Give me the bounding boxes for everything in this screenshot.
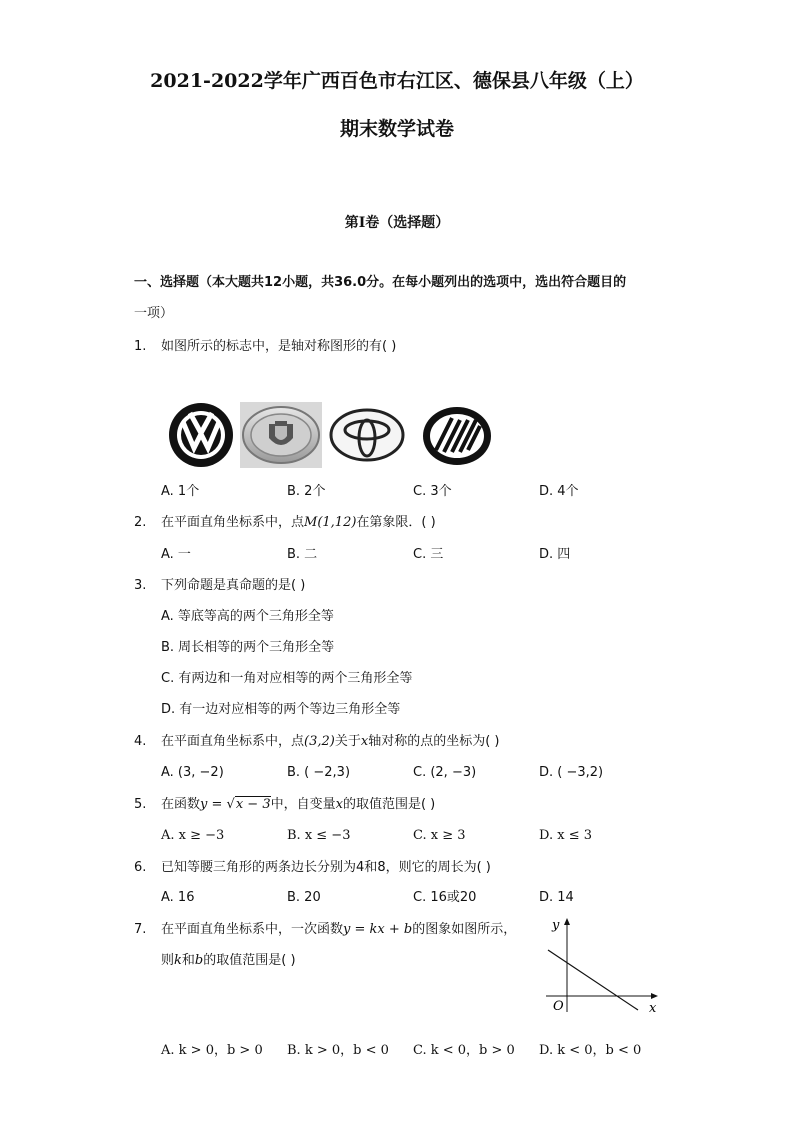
question-3-option-d[interactable]: D. 有一边对应相等的两个等边三角形全等 <box>161 702 401 717</box>
question-2-option-d[interactable]: D. 四 <box>539 547 571 562</box>
y-axis-label: y <box>552 918 560 933</box>
question-number: 2. <box>134 515 147 530</box>
question-7-option-a[interactable]: A. k > 0，b > 0 <box>161 1043 263 1058</box>
question-3-option-c[interactable]: C. 有两边和一角对应相等的两个三角形全等 <box>161 671 413 686</box>
question-1-option-d[interactable]: D. 4个 <box>539 484 579 499</box>
question-3-option-b[interactable]: B. 周长相等的两个三角形全等 <box>161 640 335 655</box>
y-axis-arrow <box>564 918 570 925</box>
question-6-option-d[interactable]: D. 14 <box>539 890 574 905</box>
question-7-text-line2: 则k和b的取值范围是( ) <box>161 953 296 968</box>
question-2-option-b[interactable]: B. 二 <box>287 547 318 562</box>
question-4-text: 在平面直角坐标系中，点(3,2)关于x轴对称的点的坐标为( ) <box>161 734 500 749</box>
logo-row <box>168 402 498 470</box>
question-7-option-b[interactable]: B. k > 0，b < 0 <box>287 1043 389 1058</box>
question-1-text: 如图所示的标志中，是轴对称图形的有( ) <box>161 339 397 354</box>
question-5-text: 在函数y = √x − 3中，自变量x的取值范围是( ) <box>161 797 436 812</box>
question-6-option-a[interactable]: A. 16 <box>161 890 195 905</box>
question-2-option-c[interactable]: C. 三 <box>413 547 444 562</box>
sqrt-sign: √ <box>226 797 235 812</box>
question-7-text: 在平面直角坐标系中，一次函数y = kx + b的图象如图所示， <box>161 922 517 937</box>
question-number: 7. <box>134 922 147 937</box>
toyota-logo <box>328 404 406 466</box>
great-wall-logo <box>240 402 322 468</box>
striped-circle-logo <box>422 406 492 466</box>
paper-title-line2: 期末数学试卷 <box>339 118 454 140</box>
origin-label: O <box>553 999 564 1014</box>
question-number: 3. <box>134 578 147 593</box>
question-7-option-d[interactable]: D. k < 0，b < 0 <box>539 1043 642 1058</box>
question-1-option-a[interactable]: A. 1个 <box>161 484 200 499</box>
question-1-option-b[interactable]: B. 2个 <box>287 484 326 499</box>
question-4-option-a[interactable]: A. (3, −2) <box>161 765 224 780</box>
question-number: 4. <box>134 734 147 749</box>
question-5-option-a[interactable]: A. x ≥ −3 <box>161 828 225 843</box>
question-2-option-a[interactable]: A. 一 <box>161 547 191 562</box>
question-number: 1. <box>134 339 147 354</box>
question-number: 5. <box>134 797 147 812</box>
question-4-option-d[interactable]: D. ( −3,2) <box>539 765 604 780</box>
question-6-option-c[interactable]: C. 16或20 <box>413 890 477 905</box>
x-axis-label: x <box>649 1001 657 1016</box>
question-3-option-a[interactable]: A. 等底等高的两个三角形全等 <box>161 609 334 624</box>
question-5-option-c[interactable]: C. x ≥ 3 <box>413 828 466 843</box>
x-axis-arrow <box>651 993 658 999</box>
paper-title-line1: 2021-2022学年广西百色市右江区、德保县八年级（上） <box>150 70 644 92</box>
section-heading: 一、选择题（本大题共12小题，共36.0分。在每小题列出的选项中，选出符合题目的 <box>134 275 627 290</box>
volume-heading: 第I卷（选择题） <box>344 215 450 231</box>
question-7-option-c[interactable]: C. k < 0，b > 0 <box>413 1043 515 1058</box>
question-4-option-b[interactable]: B. ( −2,3) <box>287 765 351 780</box>
section-heading-cont: 一项） <box>134 306 174 321</box>
question-4-option-c[interactable]: C. (2, −3) <box>413 765 477 780</box>
question-3-text: 下列命题是真命题的是( ) <box>161 578 306 593</box>
question-1-option-c[interactable]: C. 3个 <box>413 484 452 499</box>
question-6-option-b[interactable]: B. 20 <box>287 890 321 905</box>
volkswagen-logo <box>168 402 234 468</box>
question-number: 6. <box>134 860 147 875</box>
question-5-option-b[interactable]: B. x ≤ −3 <box>287 828 351 843</box>
question-6-text: 已知等腰三角形的两条边长分别为4和8，则它的周长为( ) <box>161 860 491 875</box>
radicand: x − 3 <box>235 797 271 812</box>
question-2-text: 在平面直角坐标系中，点M(1,12)在第象限．( ) <box>161 515 436 530</box>
linear-function-graph <box>540 914 666 1016</box>
question-5-option-d[interactable]: D. x ≤ 3 <box>539 828 592 843</box>
